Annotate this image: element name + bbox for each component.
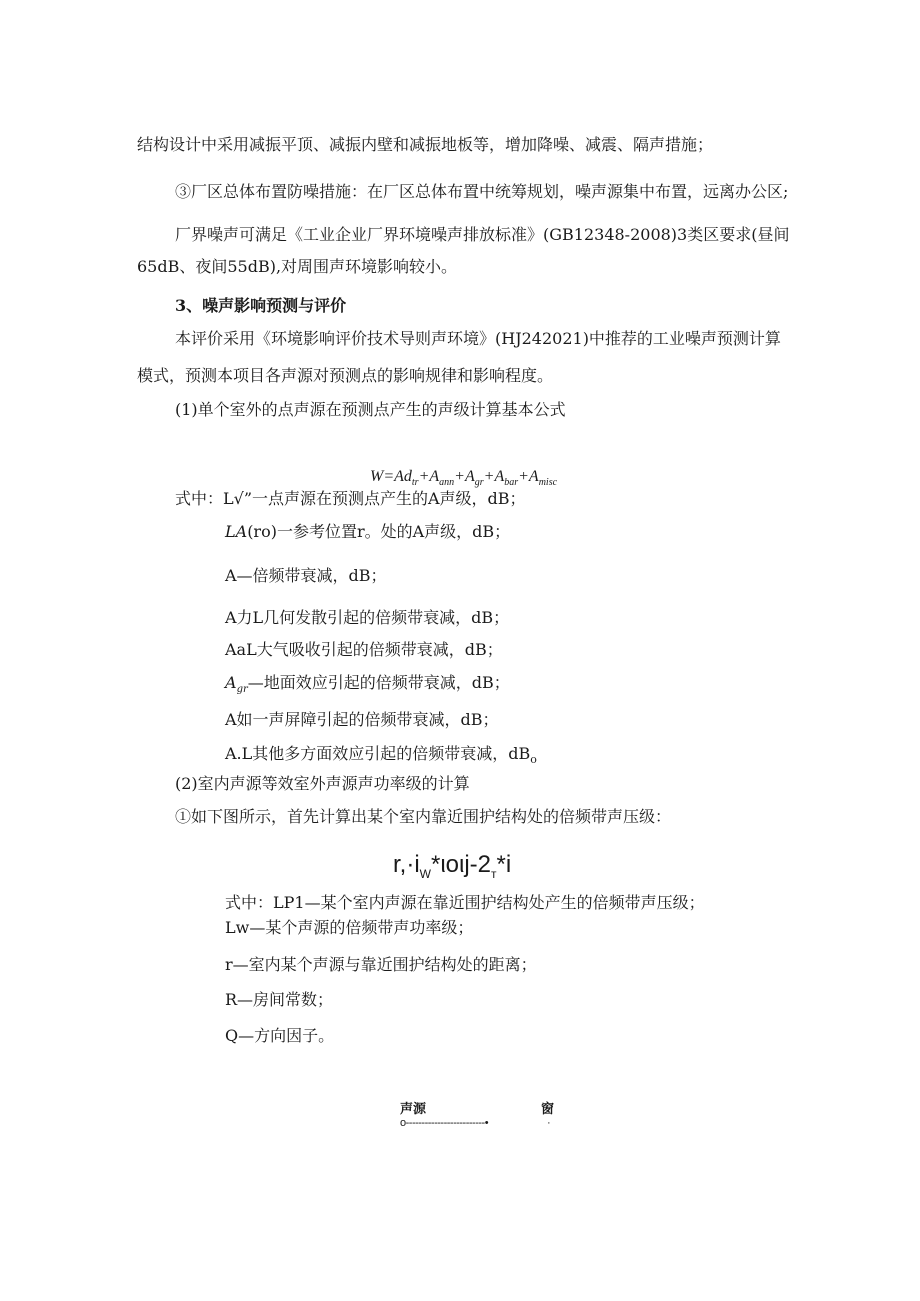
section-heading-2: (2)室内声源等效室外声源声功率级的计算 (175, 774, 470, 793)
paragraph-formula-intro: (1)单个室外的点声源在预测点产生的声级计算基本公式 (175, 400, 566, 419)
definition-agr: $A_{gr}—$地面效应引起的倍频带衰减，dB； (225, 673, 510, 696)
definition-la-r: 式中：L√”一点声源在预测点产生的A声级，dB； (175, 489, 526, 508)
section-heading-3: 3、噪声影响预测与评价 (175, 296, 347, 315)
paragraph-indoor-intro: ①如下图所示，首先计算出某个室内靠近围护结构处的倍频带声压级： (175, 807, 672, 826)
definition-lp1: 式中：LP1—某个室内声源在靠近围护结构处产生的倍频带声压级； (225, 893, 705, 912)
formula-sound-pressure: $r,\cdot i_W*\iota o\iota j-2_т*i$ (393, 851, 512, 881)
definition-r: r—室内某个声源与靠近围护结构处的距离； (225, 955, 537, 974)
diagram-source-label: 声源 (400, 1101, 427, 1116)
definition-amisc: A.L其他多方面效应引起的倍频带衰减，$dB_o$ (225, 744, 537, 767)
definition-la-r0: LA(ro)一参考位置r。处的A声级，dB； (225, 522, 511, 541)
formula-attenuation: $W=Ad_{tr}+A_{ann}+A_{gr}+A_{bar}+A_{misc}$ (370, 468, 558, 489)
paragraph-layout-measures: ③厂区总体布置防噪措施：在厂区总体布置中统筹规划，噪声源集中布置，远离办公区; (175, 182, 789, 201)
definition-aatm: AaL大气吸收引起的倍频带衰减，dB； (225, 640, 503, 659)
definition-room-constant: R—房间常数； (225, 990, 334, 1009)
definition-abar: A如一声屏障引起的倍频带衰减，dB； (225, 710, 499, 729)
paragraph-boundary-noise-line2: 65dB、夜间55dB),对周围声环境影响较小。 (137, 257, 458, 276)
definition-lw: Lw—某个声源的倍频带声功率级； (225, 918, 474, 937)
paragraph-method-line2: 模式，预测本项目各声源对预测点的影响规律和影响程度。 (137, 366, 554, 385)
definition-a: A—倍频带衰减，dB； (225, 566, 387, 585)
paragraph-boundary-noise-line1: 厂界噪声可满足《工业企业厂界环境噪声排放标准》(GB12348-2008)3类区要求(昼间 (175, 225, 790, 244)
paragraph-method-line1: 本评价采用《环境影响评价技术导则声环境》(HJ242021)中推荐的工业噪声预测计算 (175, 329, 781, 348)
diagram-window-label: 窗 (541, 1101, 555, 1116)
definition-adiv: A力L几何发散引起的倍频带衰减，dB； (225, 608, 510, 627)
paragraph-noise-structure: 结构设计中采用减振平顶、减振内壁和减振地板等，增加降噪、减震、隔声措施； (137, 135, 714, 154)
diagram-distance-line: o-------------------------• (400, 1117, 489, 1129)
diagram-window-dot: · (547, 1117, 551, 1129)
definition-directivity: Q—方向因子。 (225, 1026, 335, 1045)
